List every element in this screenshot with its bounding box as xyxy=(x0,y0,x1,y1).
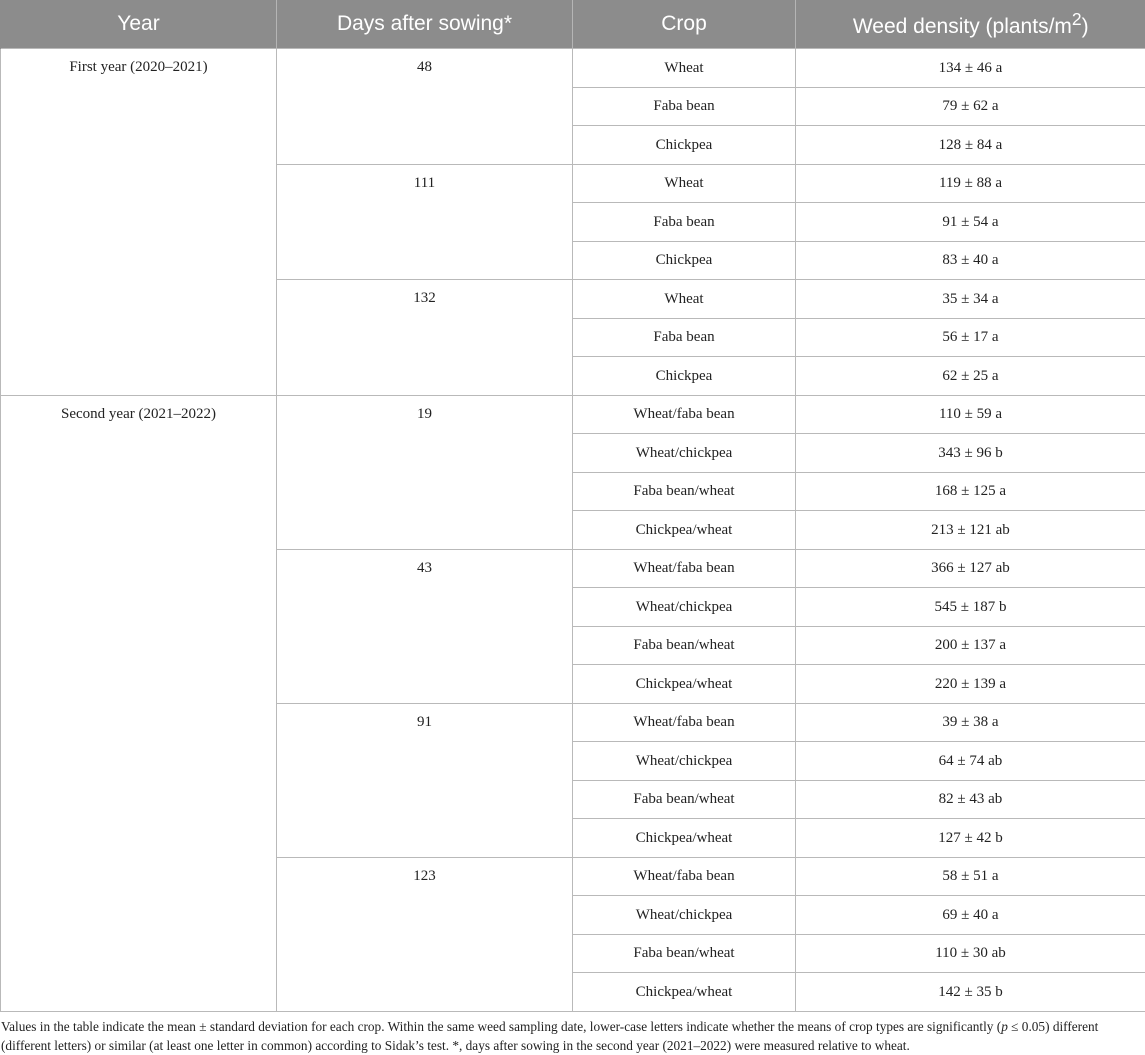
weed-density-cell: 213 ± 121 ab xyxy=(796,511,1145,550)
header-year: Year xyxy=(1,0,277,49)
weed-density-cell: 58 ± 51 a xyxy=(796,857,1145,896)
footnote-p-symbol: p xyxy=(1001,1019,1008,1034)
year-cell: Second year (2021–2022) xyxy=(1,395,277,1011)
crop-cell: Faba bean/wheat xyxy=(573,780,796,819)
weed-density-cell: 110 ± 30 ab xyxy=(796,934,1145,973)
crop-cell: Chickpea xyxy=(573,357,796,396)
crop-cell: Wheat xyxy=(573,280,796,319)
weed-density-cell: 134 ± 46 a xyxy=(796,49,1145,88)
crop-cell: Chickpea xyxy=(573,241,796,280)
year-cell: First year (2020–2021) xyxy=(1,49,277,396)
crop-cell: Wheat/chickpea xyxy=(573,742,796,781)
weed-density-cell: 79 ± 62 a xyxy=(796,87,1145,126)
days-cell: 91 xyxy=(277,703,573,857)
crop-cell: Wheat/faba bean xyxy=(573,703,796,742)
footnote-text-2: ≤ 0.05) different (different letters) or similar (at least one letter in common) according to Sidak’s test. *, days after sowing in the second year (2021–2022) were measured relative to wheat. xyxy=(1,1019,1099,1053)
weed-density-cell: 110 ± 59 a xyxy=(796,395,1145,434)
weed-density-cell: 91 ± 54 a xyxy=(796,203,1145,242)
crop-cell: Chickpea/wheat xyxy=(573,511,796,550)
weed-density-cell: 35 ± 34 a xyxy=(796,280,1145,319)
footnote-text-1: Values in the table indicate the mean ± standard deviation for each crop. Within the same weed sampling date, lower-case letters indicate whether the means of crop types are significantly ( xyxy=(1,1019,1002,1034)
crop-cell: Chickpea/wheat xyxy=(573,665,796,704)
crop-cell: Wheat/chickpea xyxy=(573,896,796,935)
crop-cell: Faba bean xyxy=(573,318,796,357)
days-cell: 48 xyxy=(277,49,573,165)
days-cell: 123 xyxy=(277,857,573,1011)
weed-density-cell: 168 ± 125 a xyxy=(796,472,1145,511)
weed-density-cell: 128 ± 84 a xyxy=(796,126,1145,165)
days-cell: 43 xyxy=(277,549,573,703)
crop-cell: Wheat/faba bean xyxy=(573,549,796,588)
header-weed-density-sup: 2 xyxy=(1071,9,1082,29)
crop-cell: Chickpea/wheat xyxy=(573,819,796,858)
weed-density-cell: 39 ± 38 a xyxy=(796,703,1145,742)
weed-density-cell: 142 ± 35 b xyxy=(796,973,1145,1012)
crop-cell: Wheat/chickpea xyxy=(573,434,796,473)
weed-density-cell: 200 ± 137 a xyxy=(796,626,1145,665)
header-days-after-sowing: Days after sowing* xyxy=(277,0,573,49)
crop-cell: Chickpea/wheat xyxy=(573,973,796,1012)
weed-density-cell: 69 ± 40 a xyxy=(796,896,1145,935)
header-row xyxy=(1,0,1145,49)
table-header xyxy=(1,0,1145,49)
days-cell: 19 xyxy=(277,395,573,549)
weed-density-cell: 119 ± 88 a xyxy=(796,164,1145,203)
weed-density-cell: 64 ± 74 ab xyxy=(796,742,1145,781)
crop-cell: Wheat xyxy=(573,49,796,88)
crop-cell: Wheat/faba bean xyxy=(573,395,796,434)
days-cell: 132 xyxy=(277,280,573,396)
crop-cell: Wheat/faba bean xyxy=(573,857,796,896)
crop-cell: Faba bean/wheat xyxy=(573,472,796,511)
header-weed-density xyxy=(796,0,1145,49)
header-crop: Crop xyxy=(573,0,796,49)
weed-density-cell: 545 ± 187 b xyxy=(796,588,1145,627)
weed-density-cell: 127 ± 42 b xyxy=(796,819,1145,858)
weed-density-cell: 220 ± 139 a xyxy=(796,665,1145,704)
crop-cell: Chickpea xyxy=(573,126,796,165)
header-weed-density-close: ) xyxy=(1081,15,1089,38)
crop-cell: Faba bean/wheat xyxy=(573,626,796,665)
weed-density-cell: 343 ± 96 b xyxy=(796,434,1145,473)
weed-density-cell: 62 ± 25 a xyxy=(796,357,1145,396)
table-body xyxy=(1,49,1145,1012)
crop-cell: Faba bean xyxy=(573,87,796,126)
crop-cell: Wheat/chickpea xyxy=(573,588,796,627)
crop-cell: Faba bean xyxy=(573,203,796,242)
table-row xyxy=(1,395,1145,434)
weed-density-cell: 56 ± 17 a xyxy=(796,318,1145,357)
header-weed-density-text: Weed density (plants/m xyxy=(852,15,1072,38)
crop-cell: Wheat xyxy=(573,164,796,203)
days-cell: 111 xyxy=(277,164,573,280)
crop-cell: Faba bean/wheat xyxy=(573,934,796,973)
weed-density-cell: 366 ± 127 ab xyxy=(796,549,1145,588)
table-footnote xyxy=(1,1017,1141,1055)
weed-density-cell: 83 ± 40 a xyxy=(796,241,1145,280)
table-row xyxy=(1,49,1145,88)
weed-density-cell: 82 ± 43 ab xyxy=(796,780,1145,819)
